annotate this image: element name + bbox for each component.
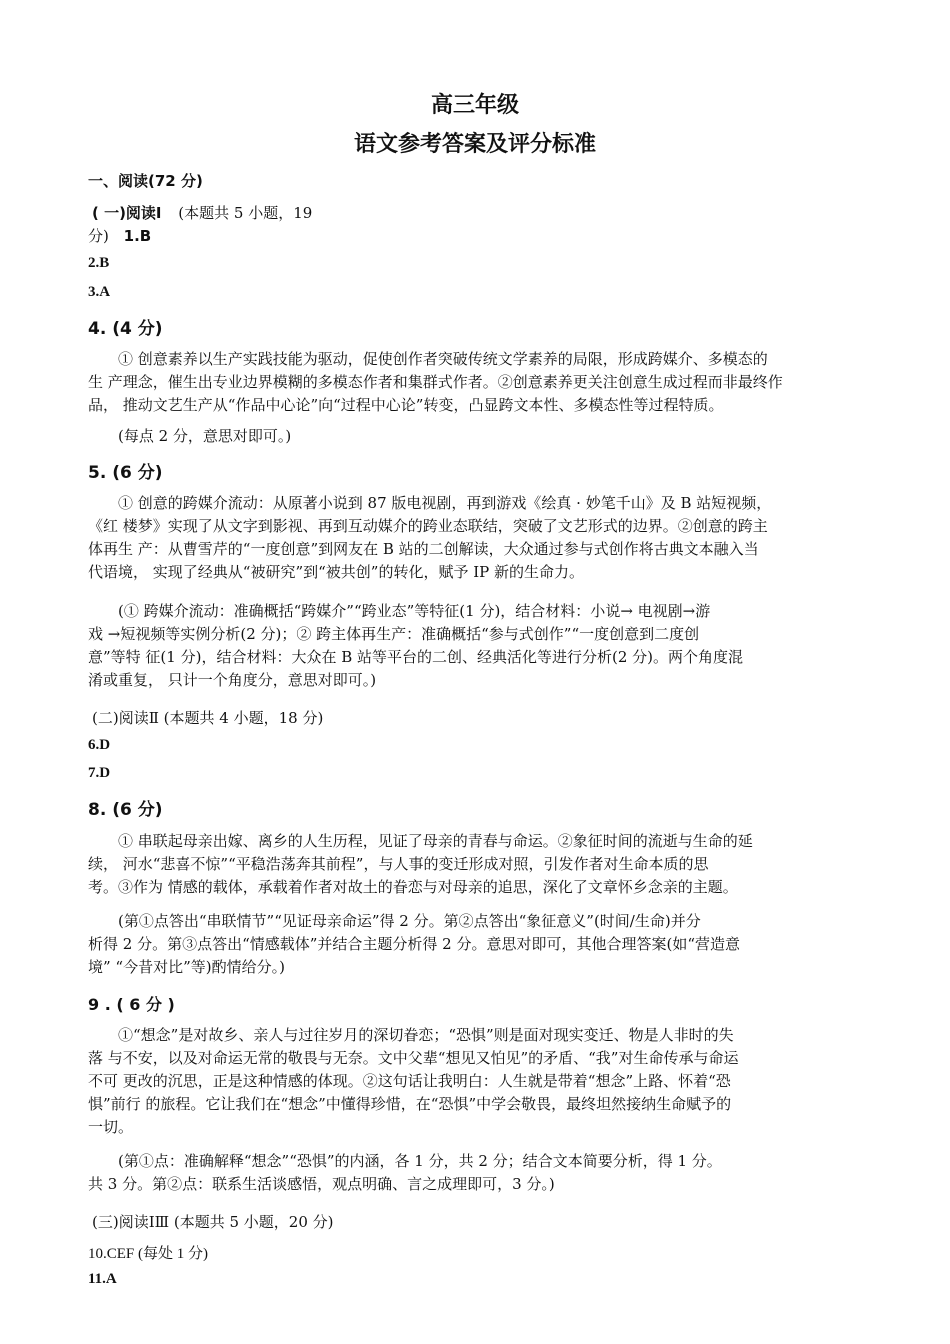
question-4-scoring — [88, 425, 878, 448]
question-5-heading: 5. (6 分) — [88, 463, 163, 483]
question-8-scoring-line: 境” “今昔对比”等)酌情给分。) — [88, 958, 285, 976]
question-9-line: ①“想念”是对故乡、亲人与过往岁月的深切眷恋；“恐惧”则是面对现实变迁、物是人非时的失 — [118, 1026, 734, 1044]
question-9-answer — [88, 1024, 878, 1139]
section-reading-heading: 一、阅读(72 分) — [88, 172, 203, 190]
question-9-line: 落 与不安，以及对命运无常的敬畏与无奈。文中父辈“想见又怕见”的矛盾、“我”对生命传承与命运 — [88, 1049, 739, 1067]
question-5-line: 体再生 产：从曹雪芹的“一度创意”到网友在 B 站的二创解读，大众通过参与式创作将古典文本融入当 — [88, 540, 759, 558]
question-5-line: 《红 楼梦》实现了从文字到影视、再到互动媒介的跨业态联结，突破了文艺形式的边界。②创意的跨主 — [88, 517, 768, 535]
question-4-line: 生 产理念，催生出专业边界模糊的多模态作者和集群式作者。②创意素养更关注创意生成过程而非最终作 — [88, 373, 783, 391]
question-4-answer — [88, 348, 878, 417]
subsection-reading-1 — [92, 202, 312, 223]
answer-7: 7.D — [88, 765, 111, 781]
subsection-reading-2: (二)阅读Ⅱ (本题共 4 小题，18 分) — [92, 709, 324, 727]
question-9-line: 一切。 — [88, 1118, 134, 1136]
document-title: 语文参考答案及评分标准 — [353, 132, 596, 157]
question-8-scoring-line: (第①点答出“串联情节”“见证母亲命运”得 2 分。第②点答出“象征意义”(时间/生命)并分 — [118, 912, 701, 930]
answer-3: 3.A — [88, 284, 111, 300]
question-4-heading: 4. (4 分) — [88, 319, 163, 339]
question-5-line: ① 创意的跨媒介流动：从原著小说到 87 版电视剧，再到游戏《绘真 · 妙笔千山》及 B 站短视频， — [118, 494, 772, 512]
question-5-line: 代语境， 实现了经典从“被研究”到“被共创”的转化，赋予 IP 新的生命力。 — [88, 563, 584, 581]
answer-2: 2.B — [88, 255, 110, 271]
question-8-answer — [88, 830, 878, 899]
question-8-scoring-line: 析得 2 分。第③点答出“情感载体”并结合主题分析得 2 分。意思对即可，其他合理答案(如“营造意 — [88, 935, 741, 953]
question-8-scoring — [88, 910, 878, 979]
question-8-line: 考。③作为 情感的载体，承载着作者对故土的眷恋与对母亲的追思，深化了文章怀乡念亲的主题。 — [88, 878, 738, 896]
subsection-reading-1-note: (本题共 5 小题，19 — [178, 204, 313, 222]
question-4-line: ① 创意素养以生产实践技能为驱动，促使创作者突破传统文学素养的局限，形成跨媒介、多模态的 — [118, 350, 768, 368]
subsection-reading-3: (三)阅读ⅠⅢ (本题共 5 小题，20 分) — [92, 1213, 334, 1231]
answer-11: 11.A — [88, 1271, 117, 1287]
question-9-scoring-line: 共 3 分。第②点：联系生活谈感悟，观点明确、言之成理即可，3 分。) — [88, 1175, 555, 1193]
question-8-line: 续， 河水“悲喜不惊”“平稳浩荡奔其前程”，与人事的变迁形成对照，引发作者对生命本质的思 — [88, 855, 709, 873]
subsection-reading-1-label: ( 一)阅读Ⅰ — [92, 204, 162, 222]
question-4-line: 品， 推动文艺生产从“作品中心论”向“过程中心论”转变，凸显跨文本性、多模态性等过程特质。 — [88, 396, 724, 414]
question-8-heading: 8. (6 分) — [88, 800, 163, 820]
answer-6: 6.D — [88, 737, 111, 753]
question-5-scoring-line: 戏 →短视频等实例分析(2 分)；② 跨主体再生产：准确概括“参与式创作”“一度创意到二度创 — [88, 625, 700, 643]
question-9-line: 惧”前行 的旅程。它让我们在“想念”中懂得珍惜，在“恐惧”中学会敬畏，最终坦然接纳生命赋予的 — [88, 1095, 732, 1113]
question-9-scoring — [88, 1150, 878, 1196]
question-5-answer — [88, 492, 878, 584]
question-5-scoring — [88, 600, 878, 692]
answer-1: 1.B — [123, 227, 152, 245]
question-5-scoring-line: 淆或重复， 只计一个角度分，意思对即可。) — [88, 671, 377, 689]
subsection-reading-1-note-cont — [88, 225, 151, 246]
subsection-reading-1-note-end: 分) — [88, 227, 109, 245]
question-8-line: ① 串联起母亲出嫁、离乡的人生历程，见证了母亲的青春与命运。②象征时间的流逝与生命的延 — [118, 832, 753, 850]
question-5-scoring-line: (① 跨媒介流动：准确概括“跨媒介”“跨业态”等特征(1 分)，结合材料：小说→ 电视剧→游 — [118, 602, 711, 620]
grade-title: 高三年级 — [430, 93, 519, 118]
answer-10: 10.CEF (每处 1 分) — [88, 1246, 209, 1262]
question-5-scoring-line: 意”等特 征(1 分)，结合材料：大众在 B 站等平台的二创、经典活化等进行分析(2 分)。两个角度混 — [88, 648, 744, 666]
question-9-heading: 9 . ( 6 分 ) — [88, 995, 175, 1014]
question-4-scoring-line: (每点 2 分，意思对即可。) — [118, 427, 292, 445]
question-9-line: 不可 更改的沉思，正是这种情感的体现。②这句话让我明白：人生就是带着“想念”上路、怀着“恐 — [88, 1072, 731, 1090]
question-9-scoring-line: (第①点：准确解释“想念”“恐惧”的内涵，各 1 分，共 2 分；结合文本简要分析，得 1 分。 — [118, 1152, 722, 1170]
